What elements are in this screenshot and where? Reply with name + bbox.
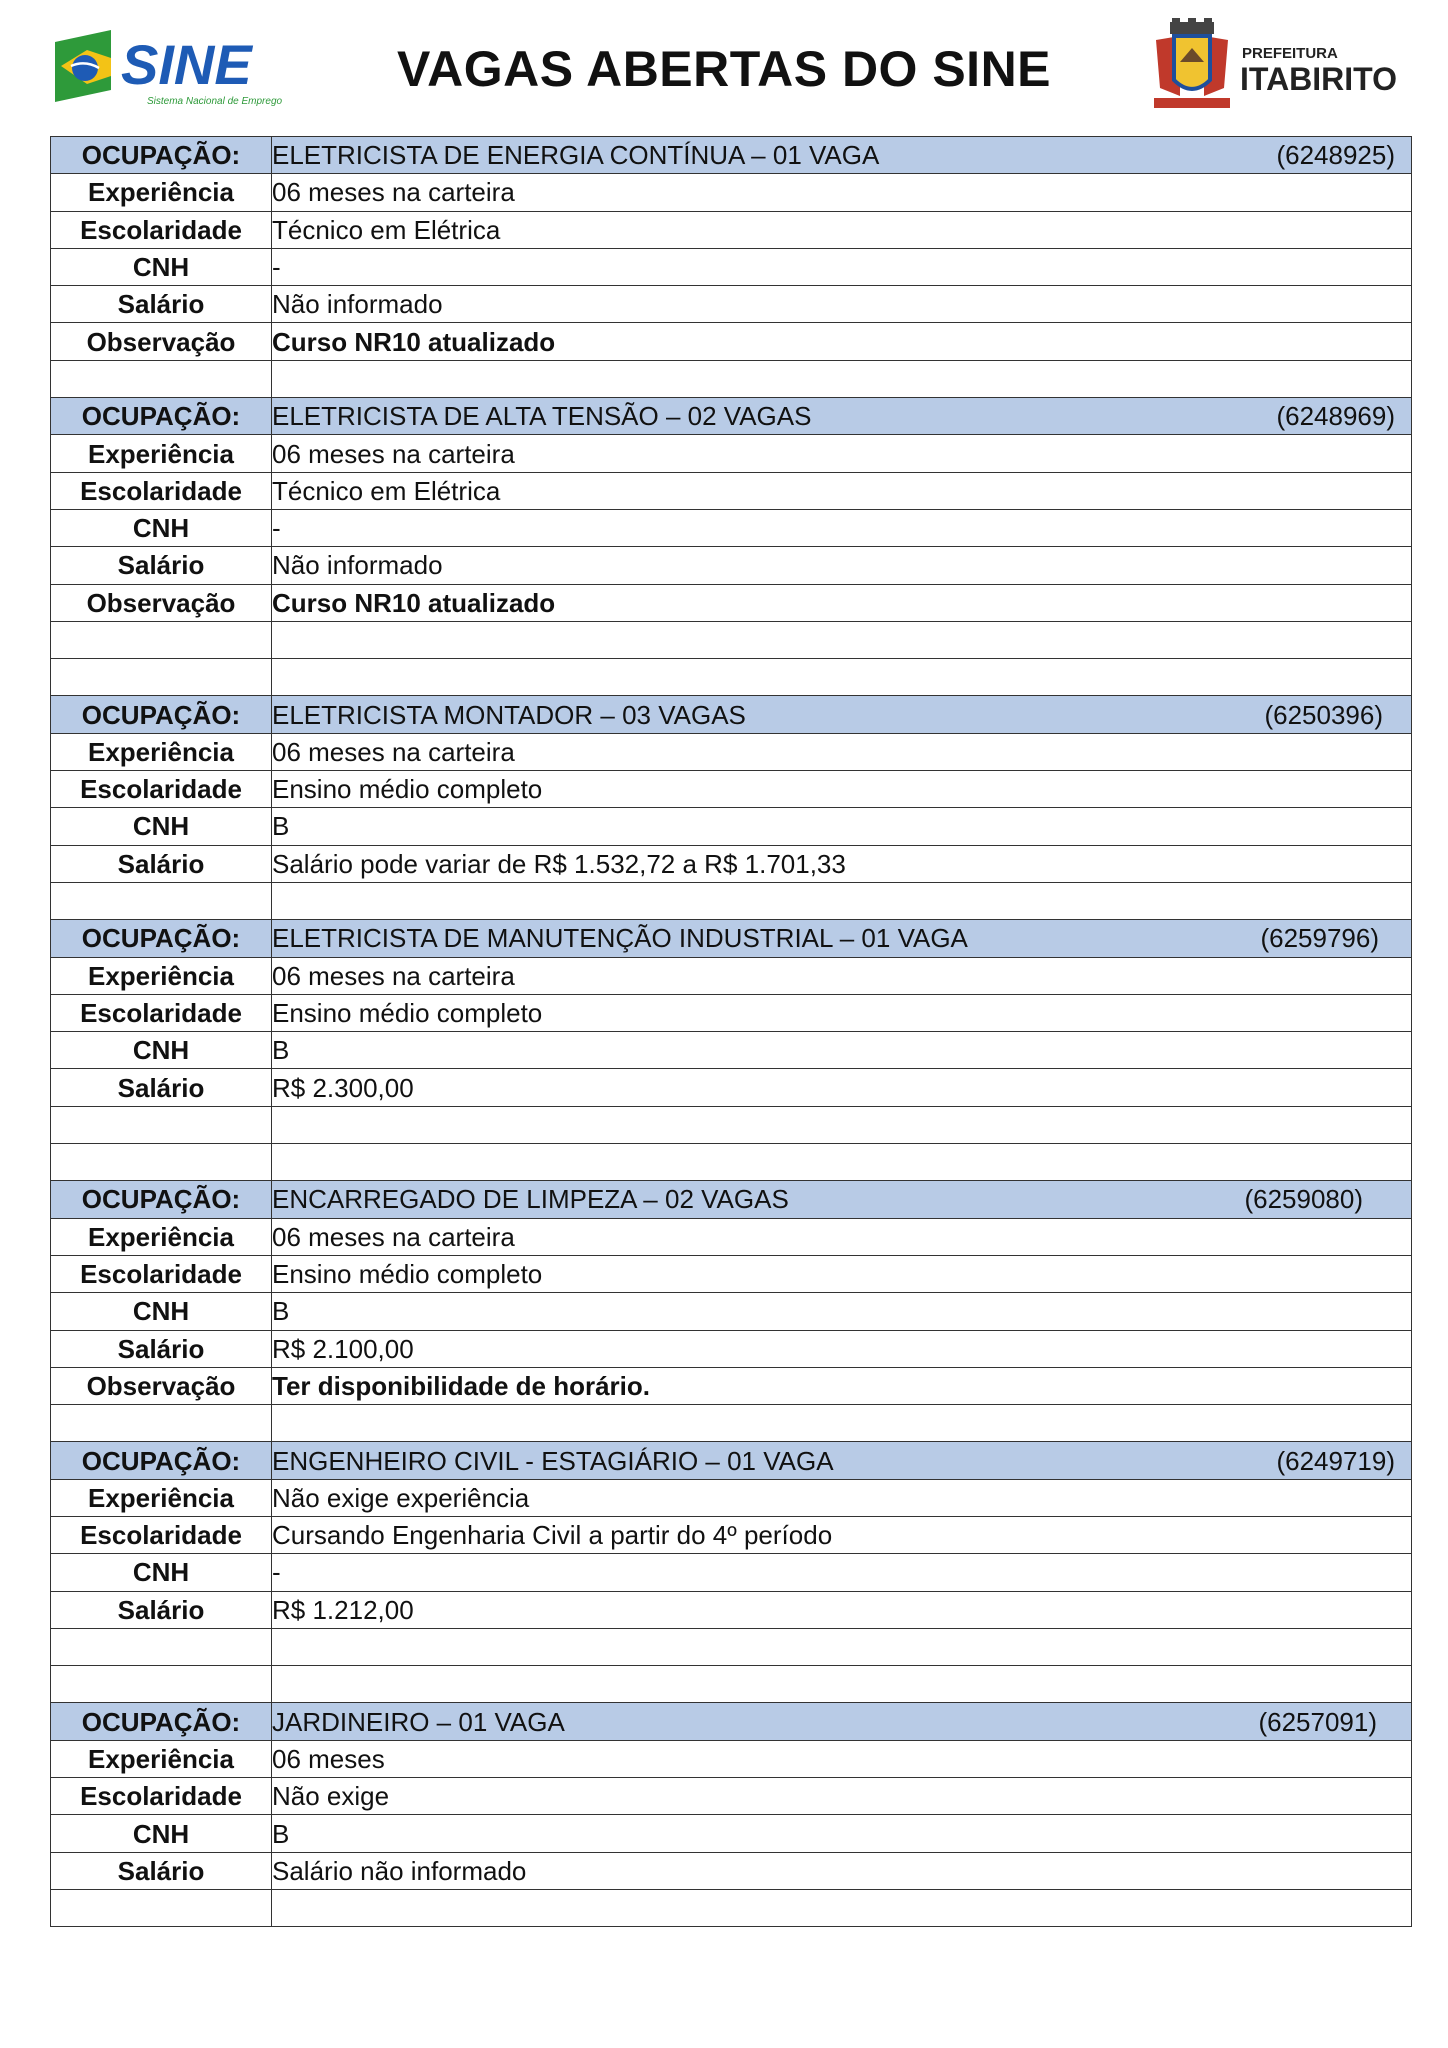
job-code: (6257091) <box>1258 1706 1377 1737</box>
blank-row <box>51 1628 1412 1665</box>
license-value: - <box>272 509 1412 546</box>
experience-label: Experiência <box>51 1218 272 1255</box>
experience-value: 06 meses na carteira <box>272 1218 1412 1255</box>
license-row <box>51 509 1412 546</box>
experience-value: 06 meses na carteira <box>272 435 1412 472</box>
occupation-title: ENGENHEIRO CIVIL - ESTAGIÁRIO – 01 VAGA <box>272 1445 834 1476</box>
occupation-title: JARDINEIRO – 01 VAGA <box>272 1706 565 1737</box>
experience-row <box>51 1740 1412 1777</box>
salary-row <box>51 1069 1412 1106</box>
salary-label: Salário <box>51 1330 272 1367</box>
education-row <box>51 1516 1412 1553</box>
salary-value: Salário pode variar de R$ 1.532,72 a R$ 1.701,33 <box>272 845 1412 882</box>
education-row <box>51 1255 1412 1292</box>
occupation-title: ELETRICISTA DE ALTA TENSÃO – 02 VAGAS <box>272 401 812 432</box>
education-row <box>51 771 1412 808</box>
salary-value: Não informado <box>272 286 1412 323</box>
occupation-label: OCUPAÇÃO: <box>51 1442 272 1479</box>
salary-row <box>51 1852 1412 1889</box>
occupation-row <box>51 1181 1412 1218</box>
salary-value: R$ 2.300,00 <box>272 1069 1412 1106</box>
license-row <box>51 1815 1412 1852</box>
education-value: Técnico em Elétrica <box>272 211 1412 248</box>
blank-row <box>51 621 1412 658</box>
salary-value: R$ 1.212,00 <box>272 1591 1412 1628</box>
license-value: - <box>272 1554 1412 1591</box>
experience-label: Experiência <box>51 174 272 211</box>
experience-label: Experiência <box>51 1479 272 1516</box>
occupation-row <box>51 1442 1412 1479</box>
occupation-row <box>51 1703 1412 1740</box>
license-label: CNH <box>51 1554 272 1591</box>
occupation-title: ENCARREGADO DE LIMPEZA – 02 VAGAS <box>272 1184 789 1215</box>
education-label: Escolaridade <box>51 1778 272 1815</box>
salary-row <box>51 1591 1412 1628</box>
salary-value: Salário não informado <box>272 1852 1412 1889</box>
coat-of-arms-icon <box>1154 18 1230 108</box>
license-label: CNH <box>51 1293 272 1330</box>
salary-label: Salário <box>51 1852 272 1889</box>
job-code: (6248925) <box>1276 140 1395 171</box>
note-value: Ter disponibilidade de horário. <box>272 1367 1412 1404</box>
note-value: Curso NR10 atualizado <box>272 323 1412 360</box>
sine-logo-subtitle: Sistema Nacional de Emprego <box>147 96 283 107</box>
note-row <box>51 584 1412 621</box>
experience-label: Experiência <box>51 957 272 994</box>
occupation-title: ELETRICISTA MONTADOR – 03 VAGAS <box>272 699 746 730</box>
occupation-label: OCUPAÇÃO: <box>51 696 272 733</box>
education-row <box>51 1778 1412 1815</box>
license-row <box>51 1032 1412 1069</box>
blank-row <box>51 1666 1412 1703</box>
license-value: B <box>272 808 1412 845</box>
license-row <box>51 1554 1412 1591</box>
note-label: Observação <box>51 323 272 360</box>
license-row <box>51 1293 1412 1330</box>
salary-label: Salário <box>51 547 272 584</box>
salary-label: Salário <box>51 286 272 323</box>
license-label: CNH <box>51 248 272 285</box>
blank-row <box>51 882 1412 919</box>
itabirito-logo <box>1150 18 1400 118</box>
education-label: Escolaridade <box>51 1255 272 1292</box>
salary-row <box>51 286 1412 323</box>
occupation-label: OCUPAÇÃO: <box>51 920 272 957</box>
note-label: Observação <box>51 1367 272 1404</box>
education-label: Escolaridade <box>51 1516 272 1553</box>
note-row <box>51 1367 1412 1404</box>
blank-row <box>51 360 1412 397</box>
salary-row <box>51 1330 1412 1367</box>
note-value: Curso NR10 atualizado <box>272 584 1412 621</box>
blank-row <box>51 1144 1412 1181</box>
experience-label: Experiência <box>51 733 272 770</box>
blank-row <box>51 1889 1412 1926</box>
job-listings-table <box>50 136 1412 1927</box>
salary-label: Salário <box>51 845 272 882</box>
occupation-row <box>51 137 1412 174</box>
job-code: (6250396) <box>1264 699 1383 730</box>
license-value: - <box>272 248 1412 285</box>
job-code: (6249719) <box>1276 1445 1395 1476</box>
education-value: Cursando Engenharia Civil a partir do 4º período <box>272 1516 1412 1553</box>
education-value: Ensino médio completo <box>272 771 1412 808</box>
salary-row <box>51 845 1412 882</box>
page-header <box>0 0 1448 134</box>
education-value: Não exige <box>272 1778 1412 1815</box>
license-row <box>51 248 1412 285</box>
occupation-label: OCUPAÇÃO: <box>51 1181 272 1218</box>
experience-label: Experiência <box>51 1740 272 1777</box>
job-code: (6259080) <box>1244 1184 1363 1215</box>
experience-row <box>51 174 1412 211</box>
license-label: CNH <box>51 808 272 845</box>
city-logo-line1: PREFEITURA <box>1242 45 1338 62</box>
note-label: Observação <box>51 584 272 621</box>
occupation-row <box>51 920 1412 957</box>
experience-row <box>51 957 1412 994</box>
experience-value: 06 meses na carteira <box>272 174 1412 211</box>
education-value: Ensino médio completo <box>272 1255 1412 1292</box>
salary-value: R$ 2.100,00 <box>272 1330 1412 1367</box>
salary-label: Salário <box>51 1069 272 1106</box>
experience-value: 06 meses <box>272 1740 1412 1777</box>
salary-value: Não informado <box>272 547 1412 584</box>
city-logo-line2: ITABIRITO <box>1240 61 1398 97</box>
occupation-label: OCUPAÇÃO: <box>51 137 272 174</box>
license-label: CNH <box>51 1032 272 1069</box>
occupation-title: ELETRICISTA DE MANUTENÇÃO INDUSTRIAL – 01 VAGA <box>272 923 968 954</box>
job-code: (6259796) <box>1260 923 1379 954</box>
experience-row <box>51 733 1412 770</box>
job-code: (6248969) <box>1276 401 1395 432</box>
blank-row <box>51 659 1412 696</box>
occupation-label: OCUPAÇÃO: <box>51 398 272 435</box>
license-value: B <box>272 1815 1412 1852</box>
experience-label: Experiência <box>51 435 272 472</box>
education-value: Ensino médio completo <box>272 994 1412 1031</box>
sine-logo-name: SINE <box>121 33 252 96</box>
occupation-title: ELETRICISTA DE ENERGIA CONTÍNUA – 01 VAGA <box>272 140 880 171</box>
experience-row <box>51 1218 1412 1255</box>
education-row <box>51 994 1412 1031</box>
blank-row <box>51 1405 1412 1442</box>
experience-value: 06 meses na carteira <box>272 733 1412 770</box>
education-row <box>51 472 1412 509</box>
experience-value: 06 meses na carteira <box>272 957 1412 994</box>
occupation-label: OCUPAÇÃO: <box>51 1703 272 1740</box>
education-label: Escolaridade <box>51 472 272 509</box>
license-value: B <box>272 1032 1412 1069</box>
page-title: VAGAS ABERTAS DO SINE <box>396 41 1052 97</box>
occupation-row <box>51 398 1412 435</box>
license-row <box>51 808 1412 845</box>
education-value: Técnico em Elétrica <box>272 472 1412 509</box>
experience-row <box>51 435 1412 472</box>
license-value: B <box>272 1293 1412 1330</box>
salary-row <box>51 547 1412 584</box>
experience-row <box>51 1479 1412 1516</box>
experience-value: Não exige experiência <box>272 1479 1412 1516</box>
education-row <box>51 211 1412 248</box>
occupation-row <box>51 696 1412 733</box>
blank-row <box>51 1106 1412 1143</box>
note-row <box>51 323 1412 360</box>
salary-label: Salário <box>51 1591 272 1628</box>
license-label: CNH <box>51 509 272 546</box>
education-label: Escolaridade <box>51 211 272 248</box>
education-label: Escolaridade <box>51 771 272 808</box>
education-label: Escolaridade <box>51 994 272 1031</box>
license-label: CNH <box>51 1815 272 1852</box>
